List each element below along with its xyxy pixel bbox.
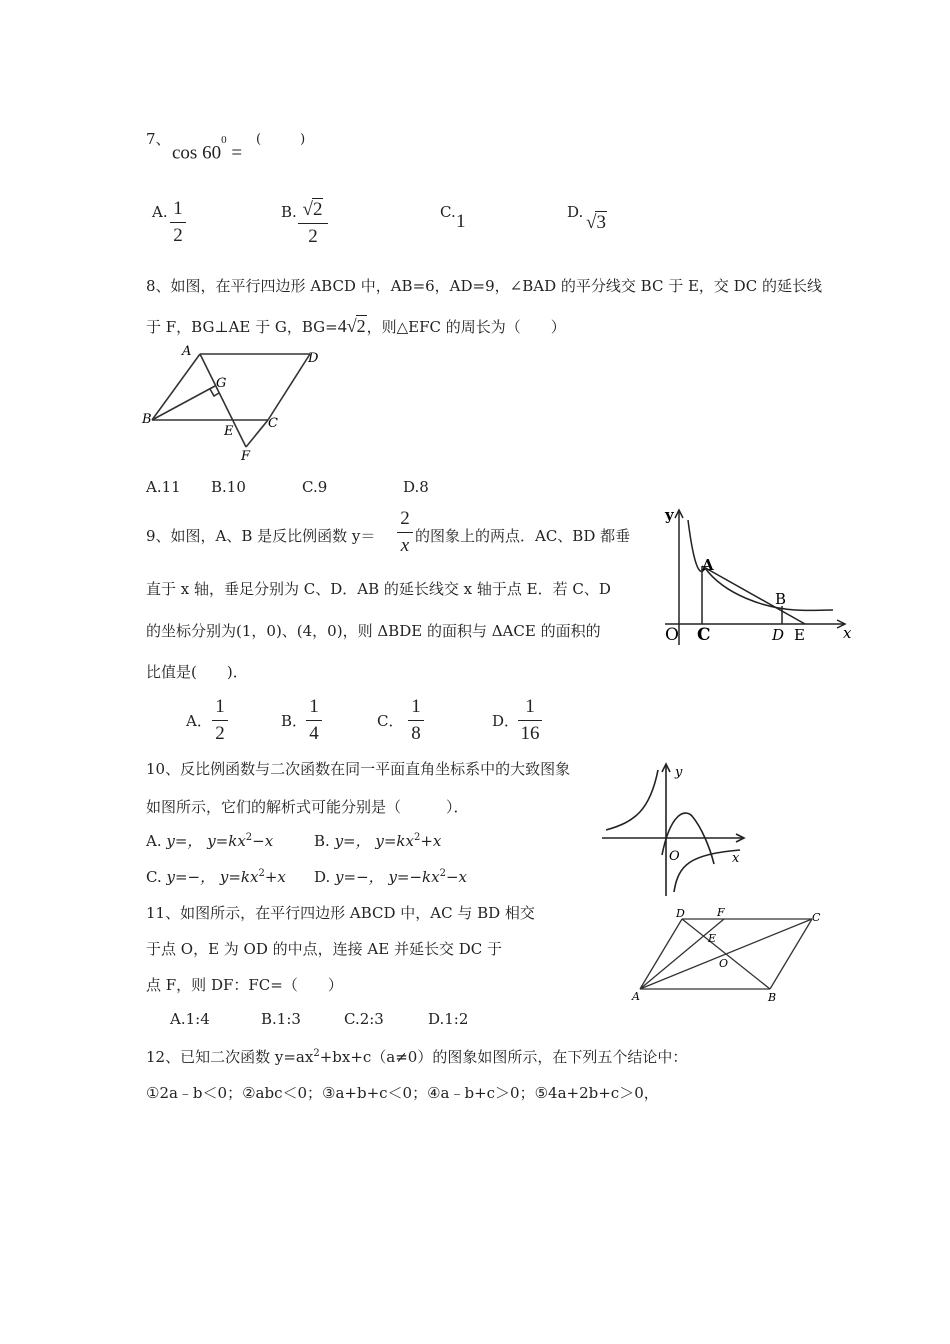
q9-line-2: 直于 x 轴，垂足分别为 C、D．AB 的延长线交 x 轴于点 E．若 C、D: [146, 580, 611, 598]
q9-option-b-label: B．: [281, 712, 308, 730]
q11-label-c: C: [812, 911, 821, 924]
q8-label-c: C: [268, 416, 278, 431]
q9-option-b-fraction: 1 4: [306, 696, 322, 745]
q10-option-d: D. y=−， $y=-kx^2-x$: [314, 868, 468, 886]
q9-option-a-label: A．: [186, 712, 212, 730]
q8-label-d: D: [308, 351, 319, 366]
q7-option-a-fraction: 1 2: [170, 198, 186, 247]
q7-option-d-value: √3: [586, 212, 606, 233]
q11-option-c: C.2:3: [344, 1010, 384, 1028]
q10-option-a: A. y=， $y=kx^2-x$: [146, 832, 274, 850]
q12-line-1: 12、已知二次函数 $y=ax^2+bx+c(a\ne 0)$的图象如图所示，在下列五个结论中：: [146, 1048, 688, 1066]
q8-label-f: F: [241, 449, 251, 464]
q11-label-b: B: [768, 991, 777, 1004]
q7-number: 7、: [146, 130, 171, 148]
q11-line-3: 点 F，则 DF：FC=（ ）: [146, 976, 343, 994]
q9-label-o: O: [665, 625, 679, 645]
q10-graph-figure: [600, 760, 750, 900]
q11-label-o: O: [719, 957, 729, 970]
q9-line-1-pre: 9、如图，A、B 是反比例函数 y＝: [146, 527, 376, 545]
q11-label-e: E: [708, 932, 717, 945]
q8-label-b: B: [142, 412, 152, 427]
q10-option-b: B. y=， $y=kx^2+x$: [314, 832, 442, 850]
q9-label-a: A: [702, 556, 714, 574]
q11-option-a: A.1:4: [170, 1010, 210, 1028]
q11-option-d: D.1:2: [428, 1010, 469, 1028]
q10-line-2: 如图所示，它们的解析式可能分别是（ ）．: [146, 798, 469, 816]
q8-option-d: D.8: [403, 478, 429, 496]
q10-label-x: x: [732, 851, 740, 866]
q12-line-2: ①2a﹣b＜0；②abc＜0；③a+b+c＜0；④a﹣b+c＞0；⑤4a+2b+c＞0，: [146, 1084, 659, 1102]
q7-option-b-fraction: √2 2: [298, 198, 328, 248]
q8-option-c: C.9: [302, 478, 328, 496]
q8-label-e: E: [224, 424, 234, 439]
q7-option-c-value: 1: [456, 211, 466, 232]
q11-line-1: 11、如图所示，在平行四边形 ABCD 中，AC 与 BD 相交: [146, 904, 535, 922]
q7-option-b-label: B.: [281, 203, 297, 221]
q9-label-c: C: [697, 625, 711, 645]
q8-option-a: A.11: [146, 478, 181, 496]
q7-expression: $\cos 60^0$ =: [172, 134, 243, 164]
q9-label-b: B: [775, 590, 787, 608]
q8-option-b: B.10: [211, 478, 246, 496]
q7-answer-paren: ( ): [256, 132, 306, 147]
q11-parallelogram-figure: [630, 905, 840, 1005]
q9-option-c-label: C．: [377, 712, 404, 730]
q9-label-d: D: [772, 626, 785, 644]
q9-option-c-fraction: 1 8: [408, 696, 424, 745]
q8-label-g: G: [216, 376, 227, 391]
q9-label-x: x: [843, 624, 852, 642]
q8-line-2: 于 F，BG⊥AE 于 G，BG=4√2，则△EFC 的周长为（ ）: [146, 316, 566, 336]
q8-parallelogram-figure: [140, 340, 330, 465]
q11-label-f: F: [717, 906, 725, 919]
q11-option-b: B.1:3: [261, 1010, 301, 1028]
q9-option-a-fraction: 1 2: [212, 696, 228, 745]
q8-line-1: 8、如图，在平行四边形 ABCD 中，AB=6，AD=9，∠BAD 的平分线交 BC 于 E，交 DC 的延长线: [146, 277, 822, 295]
q7-option-a-label: A.: [152, 203, 168, 221]
q11-label-d: D: [676, 907, 685, 920]
q9-function-fraction: 2 x: [397, 508, 413, 557]
q9-label-y: y: [665, 506, 674, 524]
q10-label-y: y: [675, 765, 683, 780]
q10-option-c: C. y=−， $y=kx^2+x$: [146, 868, 286, 886]
q11-label-a: A: [632, 990, 640, 1003]
q9-option-d-label: D．: [492, 712, 520, 730]
q8-label-a: A: [182, 344, 192, 359]
q9-line-1-post: 的图象上的两点．AC、BD 都垂: [415, 527, 631, 545]
q9-label-e: E: [794, 626, 805, 644]
q10-label-o: O: [669, 849, 680, 864]
q9-option-d-fraction: 1 16: [518, 696, 542, 745]
q9-line-3: 的坐标分别为(1，0)、(4，0)，则 ΔBDE 的面积与 ΔACE 的面积的: [146, 622, 601, 640]
q7-option-c-label: C.: [440, 203, 456, 221]
q10-line-1: 10、反比例函数与二次函数在同一平面直角坐标系中的大致图象: [146, 760, 571, 778]
q7-option-d-label: D.: [567, 203, 584, 221]
q11-line-2: 于点 O，E 为 OD 的中点，连接 AE 并延长交 DC 于: [146, 940, 503, 958]
q9-line-4: 比值是( )．: [146, 663, 248, 681]
q9-hyperbola-figure: [655, 500, 865, 650]
